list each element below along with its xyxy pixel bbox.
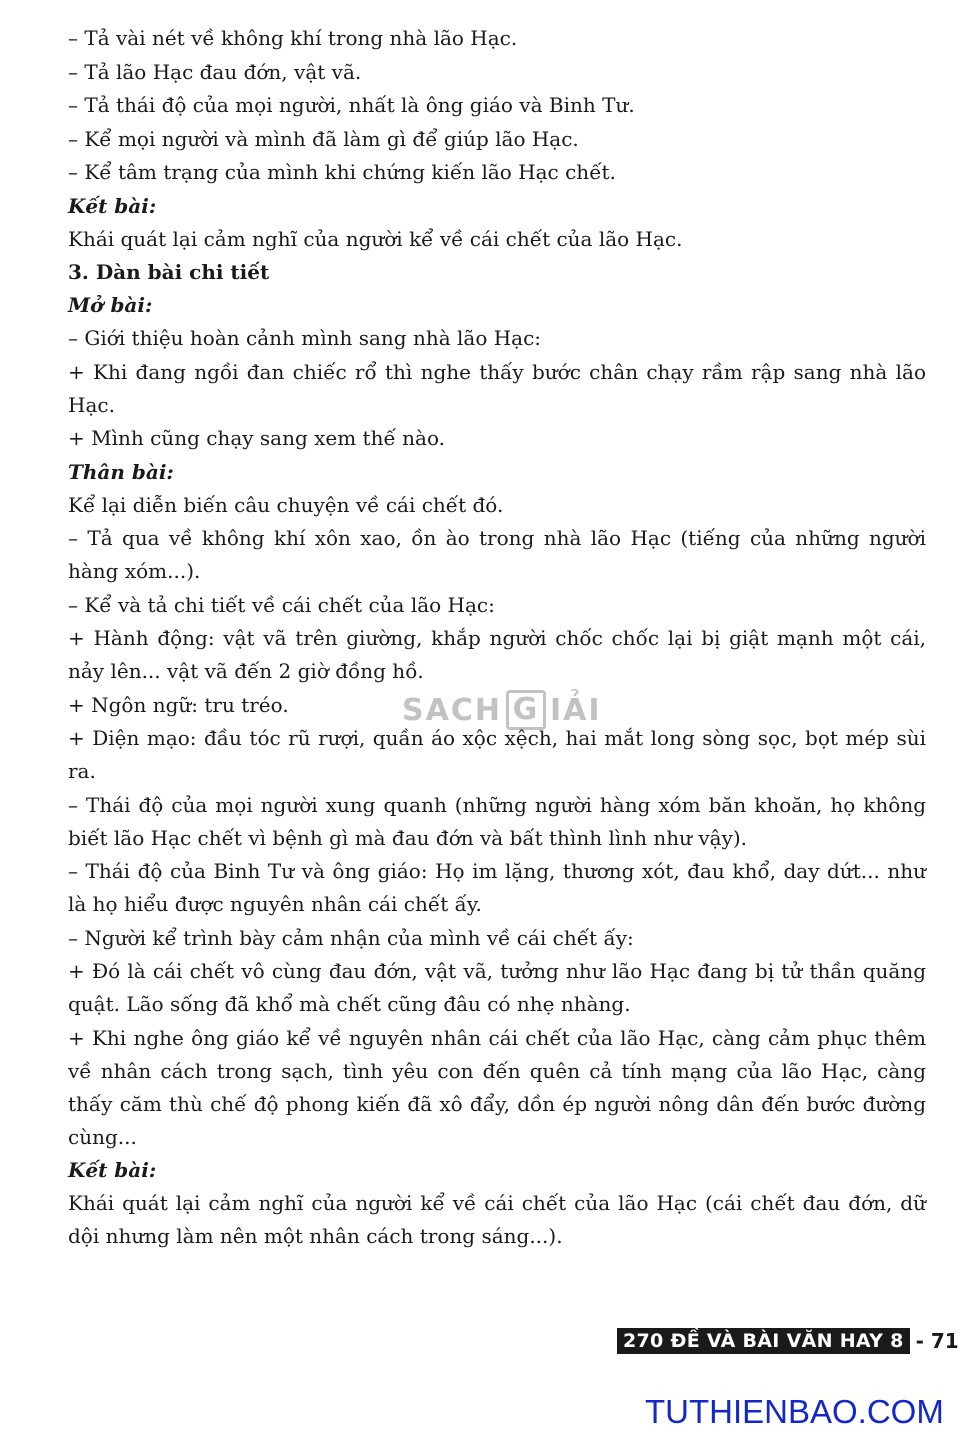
section-heading: 3. Dàn bài chi tiết [68,260,270,284]
paragraph: – Kể và tả chi tiết về cái chết của lão Hạc: [68,592,495,617]
paragraph: – Kể mọi người và mình đã làm gì để giúp lão Hạc. [68,126,579,151]
paragraph: + Đó là cái chết vô cùng đau đớn, vật vã, tưởng như lão Hạc đang bị tử thần quăng quật. Lão sống đã khổ mà chết cũng đâu có nhẹ nhàng. [68,959,926,1016]
watermark-text-right: IẢI [549,692,602,728]
watermark-g-box: G [506,690,546,730]
paragraph: + Ngôn ngữ: tru tréo. [68,692,289,717]
page-number: - 71 [915,1329,959,1353]
paragraph: + Khi nghe ông giáo kể về nguyên nhân cái chết của lão Hạc, càng cảm phục thêm về nhân cách trong sạch, tình yêu con đến quên cả tính mạng của lão Hạc, càng thấy căm thù chế độ phong kiến đã xô đẩy, dồn ép người nông dân đến bước đường cùng... [68,1025,926,1149]
paragraph: – Tả vài nét về không khí trong nhà lão Hạc. [68,26,518,50]
paragraph: + Diện mạo: đầu tóc rũ rượi, quần áo xộc xệch, hai mắt long sòng sọc, bọt mép sùi ra. [68,726,926,783]
paragraph: – Tả lão Hạc đau đớn, vật vã. [68,59,362,84]
paragraph: – Tả thái độ của mọi người, nhất là ông giáo và Binh Tư. [68,93,635,117]
section-heading: Thân bài: [68,459,174,484]
paragraph: – Thái độ của Binh Tư và ông giáo: Họ im lặng, thương xót, đau khổ, day dứt... như là họ hiểu được nguyên nhân cái chết ấy. [68,859,926,916]
paragraph: – Tả qua về không khí xôn xao, ồn ào trong nhà lão Hạc (tiếng của những người hàng xóm...). [68,526,926,583]
section-heading: Kết bài: [68,1158,157,1182]
paragraph: – Kể tâm trạng của mình khi chứng kiến lão Hạc chết. [68,160,616,184]
paragraph: + Mình cũng chạy sang xem thế nào. [68,426,445,450]
watermark-text-left: SACH [402,692,502,728]
book-title: 270 ĐỀ VÀ BÀI VĂN HAY 8 [617,1328,910,1354]
paragraph: Khái quát lại cảm nghĩ của người kể về cái chết của lão Hạc (cái chết đau đớn, dữ dội nhưng làm nên một nhân cách trong sáng...). [68,1191,926,1248]
page-content [68,22,926,1254]
paragraph: Khái quát lại cảm nghĩ của người kể về cái chết của lão Hạc. [68,226,683,251]
paragraph: + Khi đang ngồi đan chiếc rổ thì nghe thấy bước chân chạy rầm rập sang nhà lão Hạc. [68,359,926,417]
watermark-logo [402,690,602,730]
section-heading: Kết bài: [68,193,157,218]
page-footer [617,1326,959,1356]
section-heading: Mở bài: [68,293,153,317]
paragraph: – Giới thiệu hoàn cảnh mình sang nhà lão Hạc: [68,326,542,350]
paragraph: – Người kể trình bày cảm nhận của mình về cái chết ấy: [68,925,634,950]
paragraph: Kể lại diễn biến câu chuyện về cái chết đó. [68,492,504,517]
paragraph: – Thái độ của mọi người xung quanh (những người hàng xóm băn khoăn, họ không biết lão Hạc chết vì bệnh gì mà đau đớn và bất thình lình như vậy). [68,792,926,850]
website-link[interactable]: TUTHIENBAO.COM [645,1393,944,1430]
paragraph: + Hành động: vật vã trên giường, khắp người chốc chốc lại bị giật mạnh một cái, nảy lên... vật vã đến 2 giờ đồng hồ. [68,626,926,683]
